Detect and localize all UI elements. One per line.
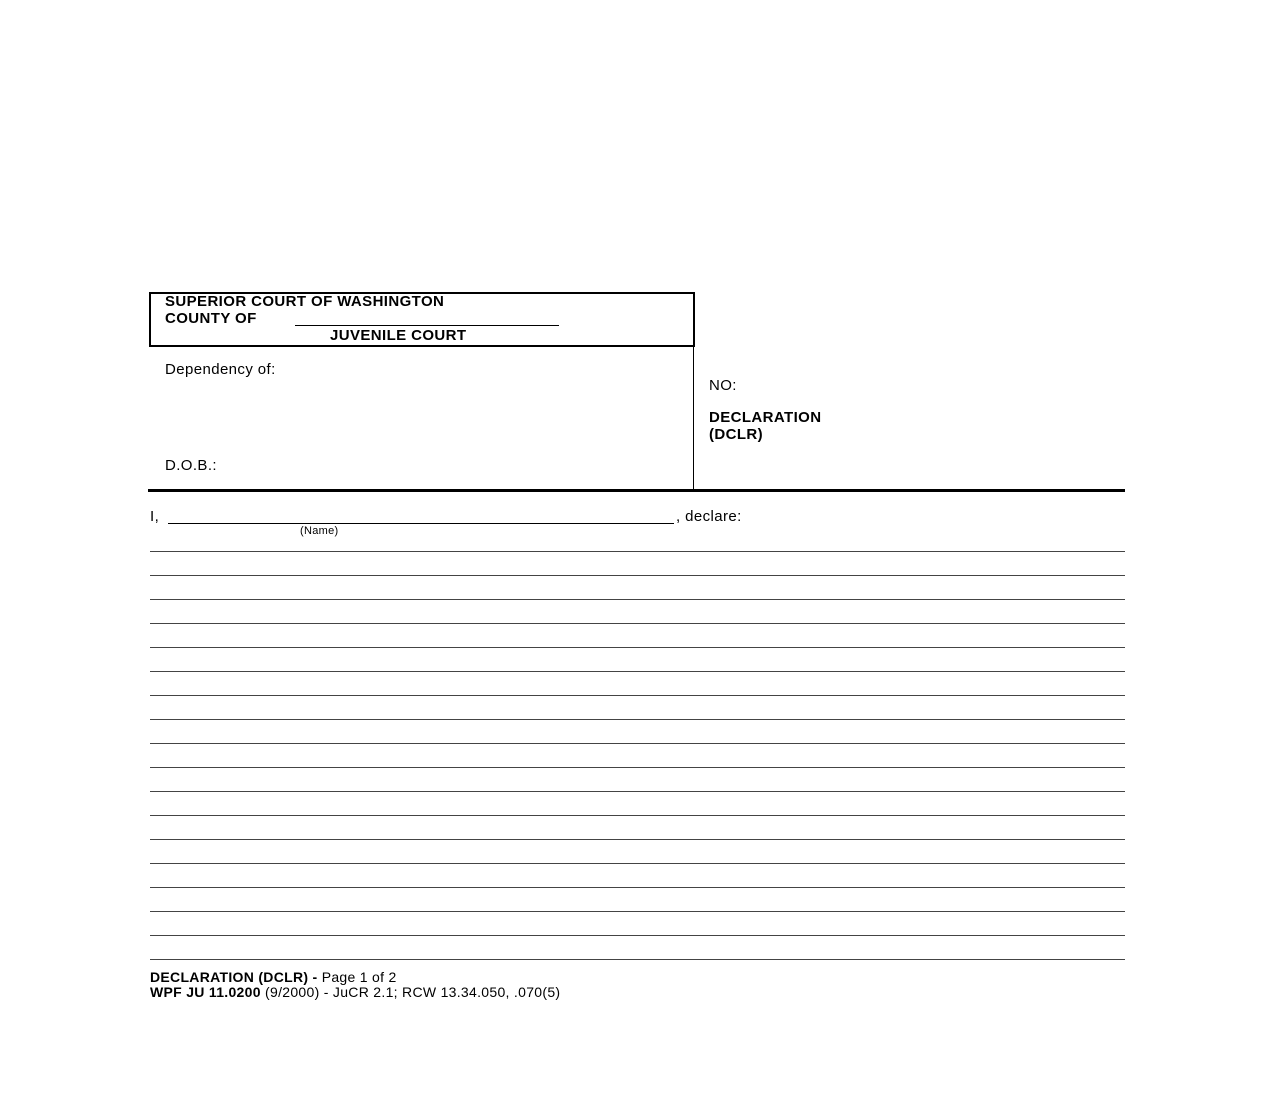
dob-label: D.O.B.: <box>165 457 217 474</box>
county-blank-field[interactable] <box>295 325 559 326</box>
court-name: SUPERIOR COURT OF WASHINGTON <box>165 293 445 310</box>
footer-form-info <box>150 984 560 1000</box>
ruled-writing-line[interactable] <box>150 911 1125 912</box>
ruled-writing-line[interactable] <box>150 935 1125 936</box>
ruled-writing-line[interactable] <box>150 647 1125 648</box>
name-caption: (Name) <box>300 525 339 537</box>
document-title: DECLARATION <box>709 409 822 426</box>
ruled-writing-line[interactable] <box>150 743 1125 744</box>
declaration-prefix: I, <box>150 508 160 525</box>
ruled-writing-line[interactable] <box>150 959 1125 960</box>
dependency-label: Dependency of: <box>165 361 276 378</box>
ruled-writing-line[interactable] <box>150 791 1125 792</box>
footer-page-number: Page 1 of 2 <box>317 969 397 985</box>
ruled-writing-line[interactable] <box>150 575 1125 576</box>
ruled-writing-line[interactable] <box>150 695 1125 696</box>
ruled-writing-line[interactable] <box>150 887 1125 888</box>
case-number-label: NO: <box>709 377 737 394</box>
ruled-writing-line[interactable] <box>150 599 1125 600</box>
county-label: COUNTY OF <box>165 310 257 327</box>
division-name: JUVENILE COURT <box>330 327 467 344</box>
ruled-writing-line[interactable] <box>150 623 1125 624</box>
ruled-writing-line[interactable] <box>150 719 1125 720</box>
ruled-writing-line[interactable] <box>150 671 1125 672</box>
ruled-writing-line[interactable] <box>150 863 1125 864</box>
ruled-writing-line[interactable] <box>150 551 1125 552</box>
ruled-writing-line[interactable] <box>150 815 1125 816</box>
ruled-writing-line[interactable] <box>150 767 1125 768</box>
footer-page-info <box>150 969 397 985</box>
document-code: (DCLR) <box>709 426 764 443</box>
ruled-writing-line[interactable] <box>150 839 1125 840</box>
footer-title: DECLARATION (DCLR) - <box>150 969 318 985</box>
declaration-suffix: , declare: <box>676 508 742 525</box>
declarant-name-field[interactable] <box>168 523 674 524</box>
caption-divider <box>693 345 694 490</box>
footer-form-citation: (9/2000) - JuCR 2.1; RCW 13.34.050, .070(5) <box>260 984 561 1000</box>
caption-bottom-rule <box>148 489 1125 492</box>
footer-form-id: WPF JU 11.0200 <box>150 984 261 1000</box>
